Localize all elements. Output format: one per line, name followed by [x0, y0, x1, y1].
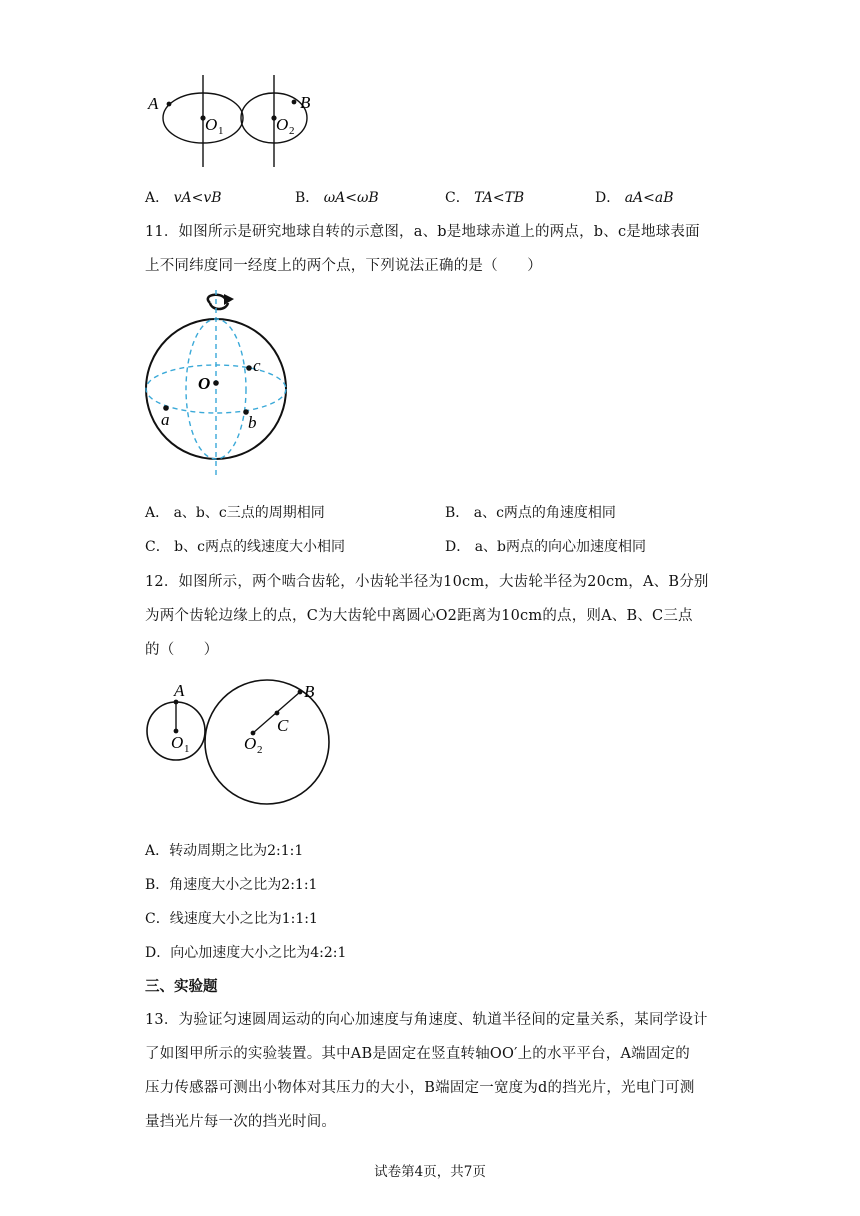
q11-stem-line1: 11．如图所示是研究地球自转的示意图，a、b是地球赤道上的两点，b、c是地球表面 — [145, 224, 700, 240]
q10-option-d-text: aA<aB — [624, 190, 674, 206]
q10-option-b: B． ωA<ωB — [295, 190, 379, 206]
q13-stem-line4: 量挡光片每一次的挡光时间。 — [145, 1114, 337, 1130]
q10-figure — [140, 70, 320, 170]
q11-label-a: a — [161, 410, 170, 429]
q12-gears-figure — [140, 668, 340, 818]
q10-label-o1-sub: 1 — [218, 125, 224, 137]
q12-stem-line3: 的（ ） — [145, 642, 219, 658]
q13-stem-line3: 压力传感器可测出小物体对其压力的大小，B端固定一宽度为d的挡光片，光电门可测 — [145, 1080, 695, 1096]
q11-earth-figure — [140, 285, 300, 485]
q11-label-b: b — [248, 413, 257, 432]
q12-option-a-text: 转动周期之比为2:1:1 — [169, 843, 304, 859]
q10-option-a: A． vA<vB — [145, 190, 222, 206]
q12-label-b: B — [304, 682, 315, 701]
q12-option-b: B．角速度大小之比为2:1:1 — [145, 877, 318, 893]
q12-option-d-text: 向心加速度大小之比为4:2:1 — [170, 945, 347, 961]
q11-option-a: A． a、b、c三点的周期相同 — [145, 505, 325, 521]
q10-option-d: D． aA<aB — [595, 190, 674, 206]
q12-label-c: C — [277, 716, 289, 735]
q10-label-a: A — [148, 94, 159, 113]
q11-option-c: C． b、c两点的线速度大小相同 — [145, 539, 345, 555]
q11-label-c: c — [253, 356, 261, 375]
q13-stem-line2: 了如图甲所示的实验装置。其中AB是固定在竖直转轴OO′上的水平平台，A端固定的 — [145, 1046, 690, 1062]
q13-stem-line1: 13．为验证匀速圆周运动的向心加速度与角速度、轨道半径间的定量关系，某同学设计 — [145, 1012, 708, 1028]
q12-label-o2: O — [244, 734, 257, 753]
q11-option-b-text: a、c两点的角速度相同 — [473, 505, 616, 521]
q12-stem-line2: 为两个齿轮边缘上的点，C为大齿轮中离圆心O2距离为10cm的点，则A、B、C三点 — [145, 608, 693, 624]
q12-option-c: C．线速度大小之比为1:1:1 — [145, 911, 318, 927]
q10-label-o2: O — [276, 115, 289, 134]
q11-option-b: B． a、c两点的角速度相同 — [445, 505, 616, 521]
q12-stem-line1: 12．如图所示，两个啮合齿轮，小齿轮半径为10cm，大齿轮半径为20cm，A、B分别 — [145, 574, 709, 590]
q11-option-a-text: a、b、c三点的周期相同 — [173, 505, 325, 521]
q12-label-a: A — [174, 681, 185, 700]
q11-label-o: O — [198, 374, 211, 393]
q11-option-c-text: b、c两点的线速度大小相同 — [174, 539, 345, 555]
q12-option-b-text: 角速度大小之比为2:1:1 — [169, 877, 318, 893]
q10-label-b: B — [300, 93, 311, 112]
q10-option-a-text: vA<vB — [173, 190, 222, 206]
q11-option-d: D． a、b两点的向心加速度相同 — [445, 539, 646, 555]
q10-option-c-text: TA<TB — [474, 190, 525, 206]
q12-option-d: D．向心加速度大小之比为4:2:1 — [145, 945, 347, 961]
q12-label-o1-sub: 1 — [184, 743, 190, 755]
q12-label-o1: O — [171, 733, 184, 752]
q12-option-a: A．转动周期之比为2:1:1 — [145, 843, 304, 859]
q11-stem-line2: 上不同纬度同一经度上的两个点，下列说法正确的是（ ） — [145, 258, 542, 274]
q12-label-o2-sub: 2 — [257, 744, 263, 756]
q10-label-o2-sub: 2 — [289, 125, 295, 137]
q11-option-d-text: a、b两点的向心加速度相同 — [474, 539, 646, 555]
section-title-experiment: 三、实验题 — [145, 978, 218, 995]
page-footer: 试卷第4页，共7页 — [374, 1164, 486, 1180]
q12-option-c-text: 线速度大小之比为1:1:1 — [169, 911, 318, 927]
q10-option-b-text: ωA<ωB — [323, 190, 379, 206]
q10-label-o1: O — [205, 115, 218, 134]
q10-option-c: C． TA<TB — [445, 190, 525, 206]
